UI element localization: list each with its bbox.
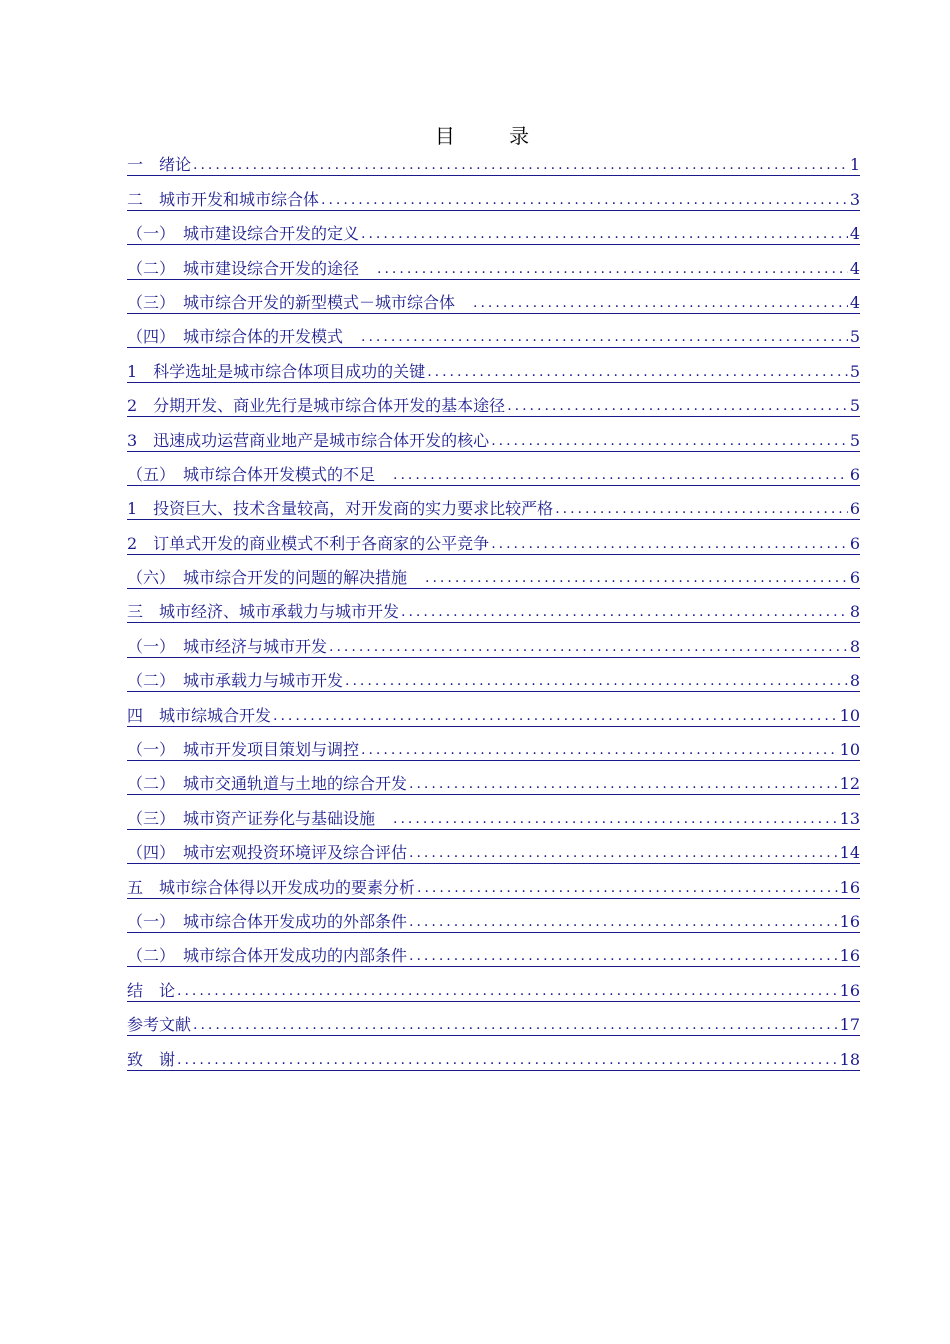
toc-entry-page-number: 4 bbox=[849, 224, 860, 244]
toc-entry-label: 四 城市综城合开发 bbox=[127, 705, 272, 725]
toc-entry bbox=[127, 765, 860, 799]
toc-entry bbox=[127, 524, 860, 558]
toc-dot-leader bbox=[555, 499, 848, 519]
toc-entry-link[interactable] bbox=[127, 155, 860, 176]
toc-entry-label: （五） 城市综合体开发模式的不足 bbox=[127, 464, 392, 484]
toc-dot-leader bbox=[417, 878, 838, 898]
toc-entry bbox=[127, 731, 860, 765]
toc-entry-link[interactable] bbox=[127, 981, 860, 1002]
toc-dot-leader bbox=[177, 981, 838, 1001]
toc-entry-label: （三） 城市资产证券化与基础设施 bbox=[127, 808, 392, 828]
toc-dot-leader bbox=[361, 740, 838, 760]
toc-entry-link[interactable] bbox=[127, 912, 860, 933]
toc-entry-label: 结 论 bbox=[127, 980, 176, 1000]
toc-entry-page-number: 14 bbox=[839, 843, 860, 863]
toc-entry-page-number: 6 bbox=[849, 499, 860, 519]
toc-entry-page-number: 8 bbox=[849, 602, 860, 622]
toc-dot-leader bbox=[491, 431, 848, 451]
toc-entry-page-number: 12 bbox=[839, 774, 860, 794]
toc-entry-label: （一） 城市开发项目策划与调控 bbox=[127, 740, 360, 760]
toc-entry bbox=[127, 180, 860, 214]
toc-entry-page-number: 10 bbox=[839, 740, 860, 760]
toc-entry-link[interactable] bbox=[127, 706, 860, 727]
toc-entry-page-number: 16 bbox=[839, 980, 860, 1000]
toc-entry-link[interactable] bbox=[127, 740, 860, 761]
toc-dot-leader bbox=[425, 568, 848, 588]
toc-entry-link[interactable] bbox=[127, 637, 860, 658]
toc-entry bbox=[127, 799, 860, 833]
toc-entry-page-number: 1 bbox=[849, 155, 860, 175]
toc-dot-leader bbox=[393, 465, 848, 485]
toc-entry bbox=[127, 249, 860, 283]
toc-entry-label: 1 投资巨大、技术含量较高，对开发商的实力要求比较严格 bbox=[127, 499, 554, 519]
toc-entry-label: 1 科学选址是城市综合体项目成功的关键 bbox=[127, 361, 426, 381]
toc-entry bbox=[127, 456, 860, 490]
toc-dot-leader bbox=[377, 259, 848, 279]
toc-entry-link[interactable] bbox=[127, 568, 860, 589]
toc-entry-label: 三 城市经济、城市承载力与城市开发 bbox=[127, 602, 400, 622]
toc-entry bbox=[127, 834, 860, 868]
toc-entry bbox=[127, 215, 860, 249]
toc-entry-link[interactable] bbox=[127, 1050, 860, 1071]
toc-entry bbox=[127, 903, 860, 937]
toc-entry-link[interactable] bbox=[127, 293, 860, 314]
toc-entry-page-number: 5 bbox=[849, 430, 860, 450]
toc-entry-page-number: 10 bbox=[839, 705, 860, 725]
toc-dot-leader bbox=[491, 534, 848, 554]
toc-entry bbox=[127, 421, 860, 455]
toc-entry-page-number: 16 bbox=[839, 946, 860, 966]
toc-dot-leader bbox=[409, 774, 838, 794]
toc-entry-label: （六） 城市综合开发的问题的解决措施 bbox=[127, 568, 424, 588]
toc-entry-label: （四） 城市宏观投资环境评及综合评估 bbox=[127, 843, 408, 863]
toc-entry bbox=[127, 284, 860, 318]
toc-entry-page-number: 4 bbox=[849, 258, 860, 278]
toc-entry bbox=[127, 971, 860, 1005]
toc-dot-leader bbox=[409, 946, 838, 966]
toc-dot-leader bbox=[193, 155, 848, 175]
toc-entry-link[interactable] bbox=[127, 362, 860, 383]
toc-dot-leader bbox=[321, 190, 848, 210]
toc-entry-link[interactable] bbox=[127, 465, 860, 486]
toc-dot-leader bbox=[177, 1050, 838, 1070]
toc-entry-label: 一 绪论 bbox=[127, 155, 192, 175]
toc-entry-label: （一） 城市综合体开发成功的外部条件 bbox=[127, 911, 408, 931]
toc-entry bbox=[127, 1040, 860, 1074]
toc-entry-link[interactable] bbox=[127, 878, 860, 899]
toc-entry-page-number: 6 bbox=[849, 464, 860, 484]
toc-entry-link[interactable] bbox=[127, 774, 860, 795]
toc-entry-label: 2 订单式开发的商业模式不利于各商家的公平竞争 bbox=[127, 533, 490, 553]
toc-dot-leader bbox=[329, 637, 848, 657]
toc-entry bbox=[127, 146, 860, 180]
toc-entry-link[interactable] bbox=[127, 843, 860, 864]
toc-dot-leader bbox=[427, 362, 848, 382]
toc-entry-page-number: 13 bbox=[839, 808, 860, 828]
toc-entry-page-number: 8 bbox=[849, 636, 860, 656]
toc-entry bbox=[127, 937, 860, 971]
toc-entry-page-number: 16 bbox=[839, 911, 860, 931]
toc-entry-label: （一） 城市经济与城市开发 bbox=[127, 636, 328, 656]
toc-entry-label: 二 城市开发和城市综合体 bbox=[127, 189, 320, 209]
toc-entry-link[interactable] bbox=[127, 602, 860, 623]
toc-entry-label: 2 分期开发、商业先行是城市综合体开发的基本途径 bbox=[127, 396, 506, 416]
toc-entry-link[interactable] bbox=[127, 534, 860, 555]
toc-dot-leader bbox=[401, 602, 848, 622]
toc-entry bbox=[127, 662, 860, 696]
toc-entry bbox=[127, 318, 860, 352]
toc-entry-link[interactable] bbox=[127, 431, 860, 452]
toc-entry-label: 五 城市综合体得以开发成功的要素分析 bbox=[127, 877, 416, 897]
toc-entry bbox=[127, 352, 860, 386]
toc-dot-leader bbox=[345, 671, 848, 691]
toc-entry-link[interactable] bbox=[127, 1015, 860, 1036]
toc-entry-page-number: 5 bbox=[849, 396, 860, 416]
toc-entry-label: （三） 城市综合开发的新型模式－城市综合体 bbox=[127, 292, 472, 312]
toc-entry-link[interactable] bbox=[127, 946, 860, 967]
toc-entry-page-number: 6 bbox=[849, 533, 860, 553]
toc-entry-page-number: 5 bbox=[849, 361, 860, 381]
table-of-contents bbox=[127, 146, 860, 1075]
toc-entry bbox=[127, 387, 860, 421]
toc-entry-link[interactable] bbox=[127, 671, 860, 692]
toc-title: 目 录 bbox=[434, 124, 554, 148]
toc-entry bbox=[127, 593, 860, 627]
toc-entry-label: （一） 城市建设综合开发的定义 bbox=[127, 224, 360, 244]
toc-entry-label: （二） 城市建设综合开发的途径 bbox=[127, 258, 376, 278]
toc-dot-leader bbox=[507, 396, 848, 416]
toc-dot-leader bbox=[273, 706, 838, 726]
toc-entry bbox=[127, 1006, 860, 1040]
toc-entry-label: 致 谢 bbox=[127, 1049, 176, 1069]
toc-entry bbox=[127, 559, 860, 593]
toc-entry-page-number: 6 bbox=[849, 568, 860, 588]
toc-entry-link[interactable] bbox=[127, 327, 860, 348]
toc-entry bbox=[127, 868, 860, 902]
toc-dot-leader bbox=[361, 327, 848, 347]
toc-entry bbox=[127, 696, 860, 730]
toc-entry-link[interactable] bbox=[127, 224, 860, 245]
toc-dot-leader bbox=[193, 1015, 838, 1035]
toc-entry-page-number: 5 bbox=[849, 327, 860, 347]
toc-dot-leader bbox=[409, 912, 838, 932]
toc-entry-label: 3 迅速成功运营商业地产是城市综合体开发的核心 bbox=[127, 430, 490, 450]
toc-dot-leader bbox=[393, 809, 838, 829]
toc-entry-label: （四） 城市综合体的开发模式 bbox=[127, 327, 360, 347]
toc-entry-page-number: 17 bbox=[839, 1015, 860, 1035]
toc-entry-page-number: 4 bbox=[849, 292, 860, 312]
toc-entry bbox=[127, 627, 860, 661]
toc-dot-leader bbox=[361, 224, 848, 244]
toc-entry-link[interactable] bbox=[127, 259, 860, 280]
toc-entry-page-number: 3 bbox=[849, 189, 860, 209]
toc-entry bbox=[127, 490, 860, 524]
toc-entry-label: （二） 城市交通轨道与土地的综合开发 bbox=[127, 774, 408, 794]
toc-entry-link[interactable] bbox=[127, 809, 860, 830]
toc-entry-link[interactable] bbox=[127, 396, 860, 417]
toc-dot-leader bbox=[473, 293, 848, 313]
toc-entry-link[interactable] bbox=[127, 190, 860, 211]
toc-entry-label: 参考文献 bbox=[127, 1015, 192, 1035]
toc-entry-label: （二） 城市承载力与城市开发 bbox=[127, 671, 344, 691]
toc-entry-label: （二） 城市综合体开发成功的内部条件 bbox=[127, 946, 408, 966]
toc-entry-page-number: 16 bbox=[839, 877, 860, 897]
toc-entry-link[interactable] bbox=[127, 499, 860, 520]
toc-entry-page-number: 18 bbox=[839, 1049, 860, 1069]
toc-dot-leader bbox=[409, 843, 838, 863]
toc-entry-page-number: 8 bbox=[849, 671, 860, 691]
